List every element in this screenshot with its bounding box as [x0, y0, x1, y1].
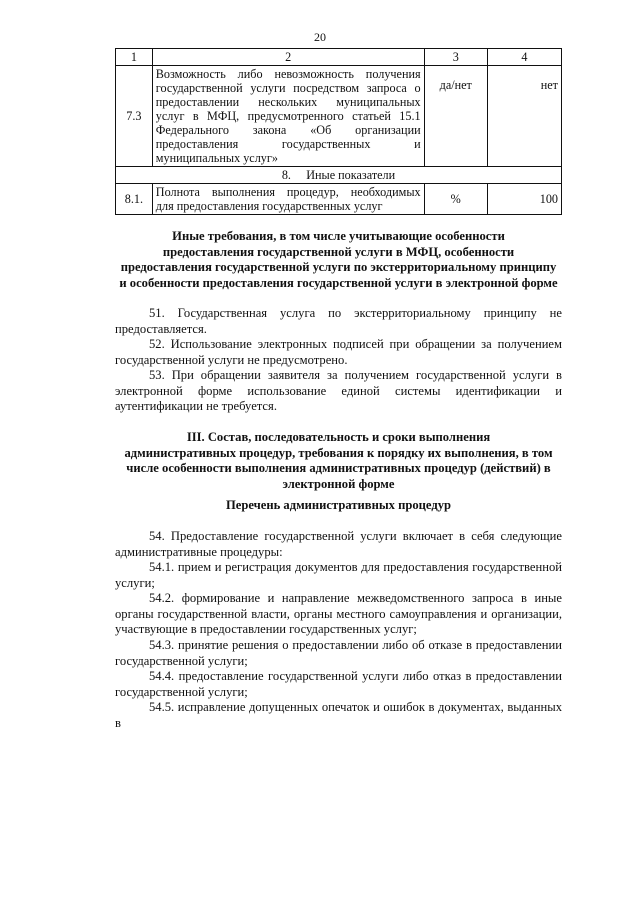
header-col-4: 4: [487, 49, 561, 66]
table-row: [116, 184, 562, 215]
page-number: 20: [314, 30, 326, 44]
row-number: 7.3: [116, 66, 153, 167]
paragraph-51: 51. Государственная услуга по экстерриториальному принципу не предоставляется.: [115, 306, 562, 336]
table-row: [116, 66, 562, 167]
description-line: Полнота выполнения процедур, необходимых: [155, 185, 421, 199]
description-line: предоставлении нескольких муниципальных: [155, 95, 421, 109]
row-value: нет: [487, 66, 561, 167]
paragraph-54-2: 54.2. формирование и направление межведомственного запроса в иные органы государственной власти, органы местного самоуправления и организации, участвующие в предоставлении государственных услуг;: [115, 591, 562, 636]
heading-line: электронной форме: [282, 476, 395, 491]
paragraph-54-3: 54.3. принятие решения о предоставлении либо об отказе в предоставлении государственной услуги;: [115, 638, 562, 668]
description-line: предоставления государственных и: [155, 137, 421, 151]
row-unit: %: [424, 184, 487, 215]
indicators-table: [115, 48, 562, 215]
description-line: муниципальных услуг»: [155, 151, 278, 165]
heading-line: предоставления государственной услуги по экстерриториальному принципу: [120, 260, 557, 274]
heading-line: числе особенности выполнения административных процедур (действий) в: [126, 461, 551, 475]
paragraph-54-1: 54.1. прием и регистрация документов для предоставления государственной услуги;: [115, 560, 562, 590]
section-heading-other-requirements: [115, 229, 562, 291]
description-line: услуг в МФЦ, предусмотренного статьей 15.1: [155, 109, 421, 123]
header-col-2: 2: [152, 49, 424, 66]
table-header-row: [116, 49, 562, 66]
row-description: [152, 66, 424, 167]
heading-line: III. Состав, последовательность и сроки выполнения: [186, 430, 491, 444]
paragraph-53: 53. При обращении заявителя за получением государственной услуги в электронной форме использование единой системы идентификации и аутентификации не требуется.: [115, 368, 562, 413]
section-title: 8. Иные показатели: [116, 167, 562, 184]
row-description: [152, 184, 424, 215]
heading-line: Иные требования, в том числе учитывающие особенности: [172, 229, 505, 243]
description-line: Возможность либо невозможность получения: [155, 67, 421, 81]
heading-line: административных процедур, требования к порядку их выполнения, в том: [124, 445, 553, 460]
description-line: Федерального закона «Об организации: [155, 123, 421, 137]
row-unit: да/нет: [424, 66, 487, 167]
section-row: [116, 167, 562, 184]
header-col-3: 3: [424, 49, 487, 66]
paragraph-54: 54. Предоставление государственной услуги включает в себя следующие административные процедуры:: [115, 529, 562, 559]
section-heading-iii: [115, 430, 562, 492]
heading-line: и особенности предоставления государственной услуги в электронной форме: [119, 275, 558, 290]
row-number: 8.1.: [116, 184, 153, 215]
subheading-procedures-list: Перечень административных процедур: [225, 498, 452, 512]
description-line: для предоставления государственных услуг: [155, 199, 383, 213]
paragraph-54-4: 54.4. предоставление государственной услуги либо отказ в предоставлении государственной услуги;: [115, 669, 562, 699]
heading-line: предоставления государственной услуги в МФЦ, особенности: [162, 244, 515, 259]
row-value: 100: [487, 184, 561, 215]
header-col-1: 1: [116, 49, 153, 66]
paragraph-52: 52. Использование электронных подписей при обращении за получением государственной услуги не предусмотрено.: [115, 337, 562, 367]
description-line: государственной услуги посредством запроса о: [155, 81, 421, 95]
paragraph-54-5: 54.5. исправление допущенных опечаток и ошибок в документах, выданных в: [115, 700, 562, 730]
